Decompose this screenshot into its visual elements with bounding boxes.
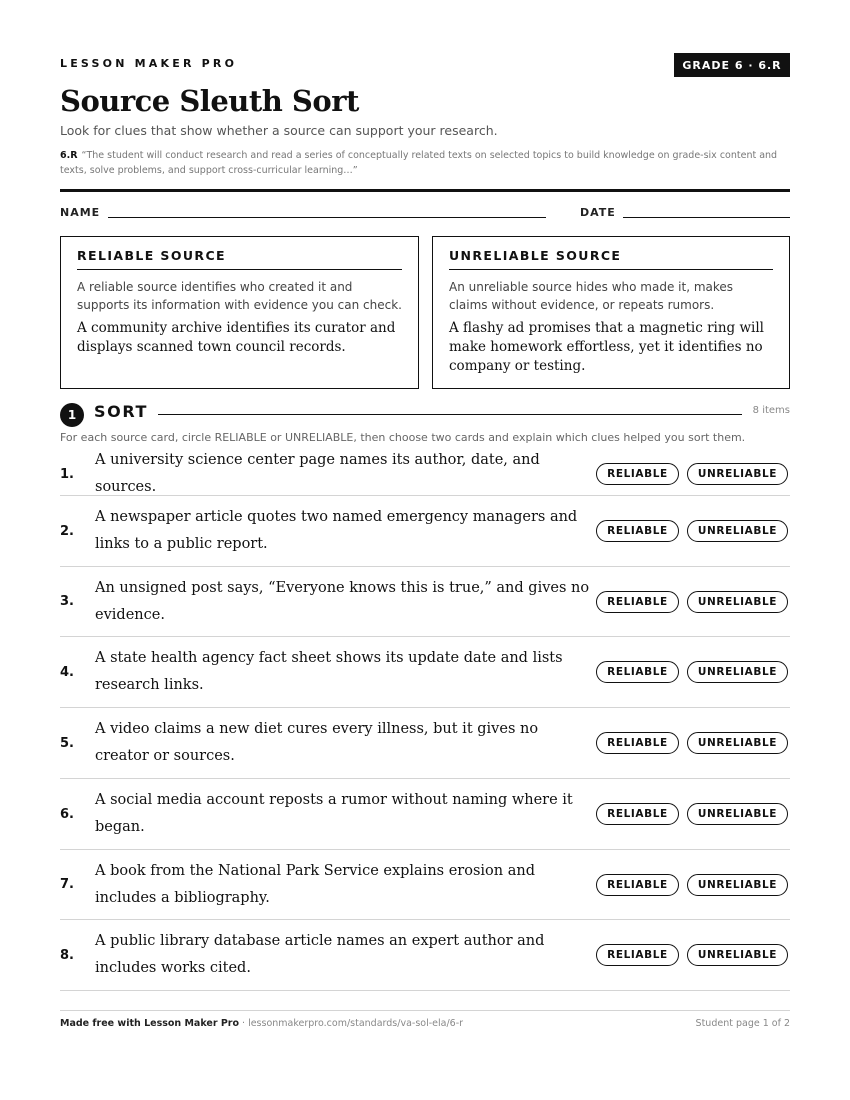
item-text: A book from the National Park Service explains erosion and includes a bibliography.: [95, 862, 535, 906]
item-text: An unsigned post says, “Everyone knows this is true,” and gives no evidence.: [95, 579, 590, 623]
standard-code: 6.R: [60, 150, 78, 161]
item-number: 2.: [60, 523, 74, 539]
list-item: [60, 920, 790, 991]
item-number: 3.: [60, 594, 74, 609]
item-text: A university science center page names its author, date, and sources.: [95, 452, 540, 495]
grade-badge: GRADE 6 · 6.R: [674, 53, 790, 77]
reliable-box-definition: A reliable source identifies who created it and supports its information with evidence you can check.: [77, 280, 402, 312]
item-text: A newspaper article quotes two named emergency managers and links to a public report.: [95, 509, 578, 552]
item-text: A public library database article names an expert author and includes works cited.: [95, 933, 545, 976]
source-card-list: [60, 453, 790, 991]
choice-group: [596, 944, 788, 966]
unreliable-source-box: [432, 236, 790, 389]
reliable-choice[interactable]: RELIABLE: [596, 732, 679, 754]
date-field[interactable]: [623, 217, 790, 218]
choice-group: [596, 520, 788, 542]
item-number: 1.: [60, 466, 74, 482]
item-number: 5.: [60, 735, 74, 751]
reliable-box-heading: RELIABLE SOURCE: [77, 248, 402, 270]
choice-group: [596, 874, 788, 896]
unreliable-box-definition: An unreliable source hides who made it, makes claims without evidence, or repeats rumors.: [449, 280, 734, 312]
choice-group: [596, 591, 788, 613]
section-number-badge: 1: [60, 403, 84, 427]
reliable-choice[interactable]: RELIABLE: [596, 944, 679, 966]
date-label: DATE: [580, 206, 616, 219]
unreliable-choice[interactable]: UNRELIABLE: [687, 661, 788, 683]
choice-group: [596, 732, 788, 754]
name-label: NAME: [60, 206, 101, 219]
unreliable-box-example: A flashy ad promises that a magnetic ring will make homework effortless, yet it identifies no company or testing.: [449, 320, 764, 374]
choice-group: [596, 463, 788, 485]
reliable-choice[interactable]: RELIABLE: [596, 591, 679, 613]
brand-name: LESSON MAKER PRO: [60, 57, 238, 70]
unreliable-choice[interactable]: UNRELIABLE: [687, 732, 788, 754]
list-item: [60, 453, 790, 496]
unreliable-choice[interactable]: UNRELIABLE: [687, 463, 788, 485]
reliable-choice[interactable]: RELIABLE: [596, 874, 679, 896]
footer-divider: [60, 1010, 790, 1011]
item-text: A social media account reposts a rumor without naming where it began.: [95, 792, 573, 835]
section-divider: [158, 414, 742, 415]
item-count: 8 items: [752, 405, 790, 416]
item-text: A state health agency fact sheet shows its update date and lists research links.: [95, 650, 563, 693]
list-item: [60, 567, 790, 637]
section-title: SORT: [94, 402, 149, 421]
list-item: [60, 708, 790, 779]
item-number: 4.: [60, 664, 74, 680]
reliable-choice[interactable]: RELIABLE: [596, 520, 679, 542]
item-text: A video claims a new diet cures every illness, but it gives no creator or sources.: [95, 721, 539, 764]
name-field[interactable]: [108, 217, 546, 218]
reliable-choice[interactable]: RELIABLE: [596, 803, 679, 825]
standard-statement: [60, 148, 790, 178]
unreliable-choice[interactable]: UNRELIABLE: [687, 591, 788, 613]
choice-group: [596, 803, 788, 825]
unreliable-box-heading: UNRELIABLE SOURCE: [449, 248, 773, 270]
unreliable-choice[interactable]: UNRELIABLE: [687, 944, 788, 966]
footer-page-number: Student page 1 of 2: [695, 1018, 790, 1029]
list-item: [60, 850, 790, 920]
list-item: [60, 779, 790, 850]
worksheet-page: [60, 0, 790, 1100]
footer-credit: [60, 1018, 463, 1029]
choice-group: [596, 661, 788, 683]
reliable-box-example: A community archive identifies its curator and displays scanned town council records.: [77, 320, 396, 355]
page-subtitle: Look for clues that show whether a source can support your research.: [60, 123, 498, 138]
header-divider: [60, 189, 790, 192]
reliable-choice[interactable]: RELIABLE: [596, 661, 679, 683]
footer-url: · lessonmakerpro.com/standards/va-sol-ela/6-r: [239, 1018, 464, 1029]
item-number: 8.: [60, 947, 74, 963]
section-instructions: For each source card, circle RELIABLE or UNRELIABLE, then choose two cards and explain which clues helped you sort them.: [60, 431, 746, 444]
list-item: [60, 637, 790, 708]
unreliable-choice[interactable]: UNRELIABLE: [687, 874, 788, 896]
item-number: 6.: [60, 806, 74, 822]
page-title: Source Sleuth Sort: [60, 84, 359, 118]
item-number: 7.: [60, 877, 74, 892]
unreliable-choice[interactable]: UNRELIABLE: [687, 803, 788, 825]
list-item: [60, 496, 790, 567]
reliable-source-box: [60, 236, 419, 389]
standard-text: “The student will conduct research and read a series of conceptually related texts on selected topics to build knowledge on grade-six content and texts, solve problems, and support cross-curricular learning…”: [60, 150, 778, 176]
reliable-choice[interactable]: RELIABLE: [596, 463, 679, 485]
footer-made-with: Made free with Lesson Maker Pro: [60, 1018, 240, 1029]
unreliable-choice[interactable]: UNRELIABLE: [687, 520, 788, 542]
